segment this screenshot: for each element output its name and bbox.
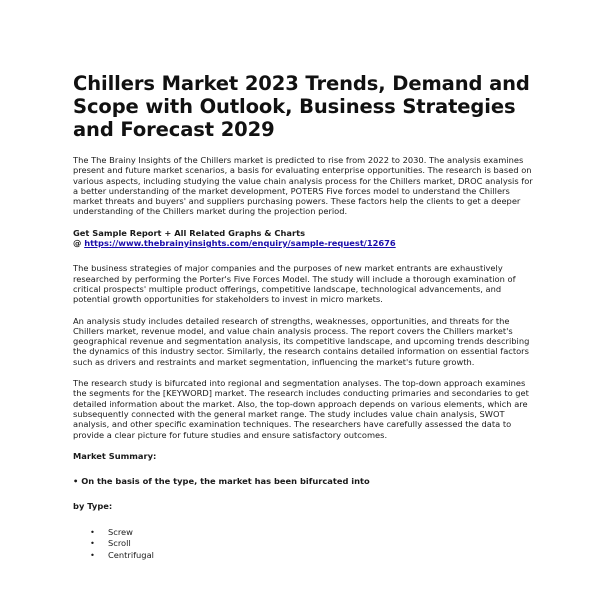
type-label: Centrifugal <box>108 549 154 560</box>
bullet-icon: • <box>90 526 95 537</box>
bullet-icon: • <box>90 538 95 549</box>
sample-link-prefix: @ <box>73 238 85 249</box>
type-label: Scroll <box>108 538 131 549</box>
research-paragraph: The research study is bifurcated into regional and segmentation analyses. The top-down approach examines the segments for the [KEYWORD] market. The research includes conducting primaries and secondaries to get detailed information about the market. Also, the top-down approach depends on various elements, which are subsequently connected with the general market range. The study includes value chain analysis, SWOT analysis, and other specific examination techniques. The researchers have carefully assessed the data to provide a clear picture for future studies and ensure satisfactory outcomes. <box>73 378 529 440</box>
bullet-icon: • <box>90 549 95 560</box>
document-page <box>73 72 533 561</box>
strategies-paragraph: The business strategies of major companies and the purposes of new market entrants are exhaustively researched by performing the Porter's Five Forces Model. The study will include a thorough examination of critical prospects' multiple product offerings, competitive landscape, technological advancements, and potential growth opportunities for stakeholders to invest in micro markets. <box>73 263 516 305</box>
sample-report-block <box>73 228 533 249</box>
sample-report-heading: Get Sample Report + All Related Graphs & Charts <box>73 227 306 238</box>
intro-paragraph: The The Brainy Insights of the Chillers market is predicted to rise from 2022 to 2030. The analysis examines present and future market scenarios, a basis for evaluating enterprise opportunities. The research is based on various aspects, including studying the value chain analysis process for the Chillers market, DROC analysis for a better understanding of the market development, POTERS Five forces model to understand the Chillers market threats and buyers' and suppliers purchasing powers. These factors help the clients to get a deeper understanding of the Chillers market during the projection period. <box>73 155 533 217</box>
sample-request-link[interactable]: https://www.thebrainyinsights.com/enquiry/sample-request/12676 <box>84 238 396 249</box>
list-item <box>90 550 533 562</box>
document-title: Chillers Market 2023 Trends, Demand and Scope with Outlook, Business Strategies and Forecast 2029 <box>73 72 530 141</box>
by-type-heading: by Type: <box>73 501 113 512</box>
market-summary-heading: Market Summary: <box>73 450 157 461</box>
type-label: Screw <box>108 526 133 537</box>
bifurcation-line: • On the basis of the type, the market has been bifurcated into <box>73 476 370 487</box>
list-item <box>90 538 533 550</box>
analysis-paragraph: An analysis study includes detailed research of strengths, weaknesses, opportunities, and threats for the Chillers market, revenue model, and value chain analysis process. The report covers the Chillers market's geographical revenue and segmentation analysis, its competitive landscape, and upcoming trends describing the dynamics of this industry sector. Similarly, the research contains detailed information on essential factors such as drivers and restraints and market segmentation, influencing the market's future growth. <box>73 315 530 367</box>
list-item <box>90 527 533 539</box>
type-list <box>73 527 533 562</box>
